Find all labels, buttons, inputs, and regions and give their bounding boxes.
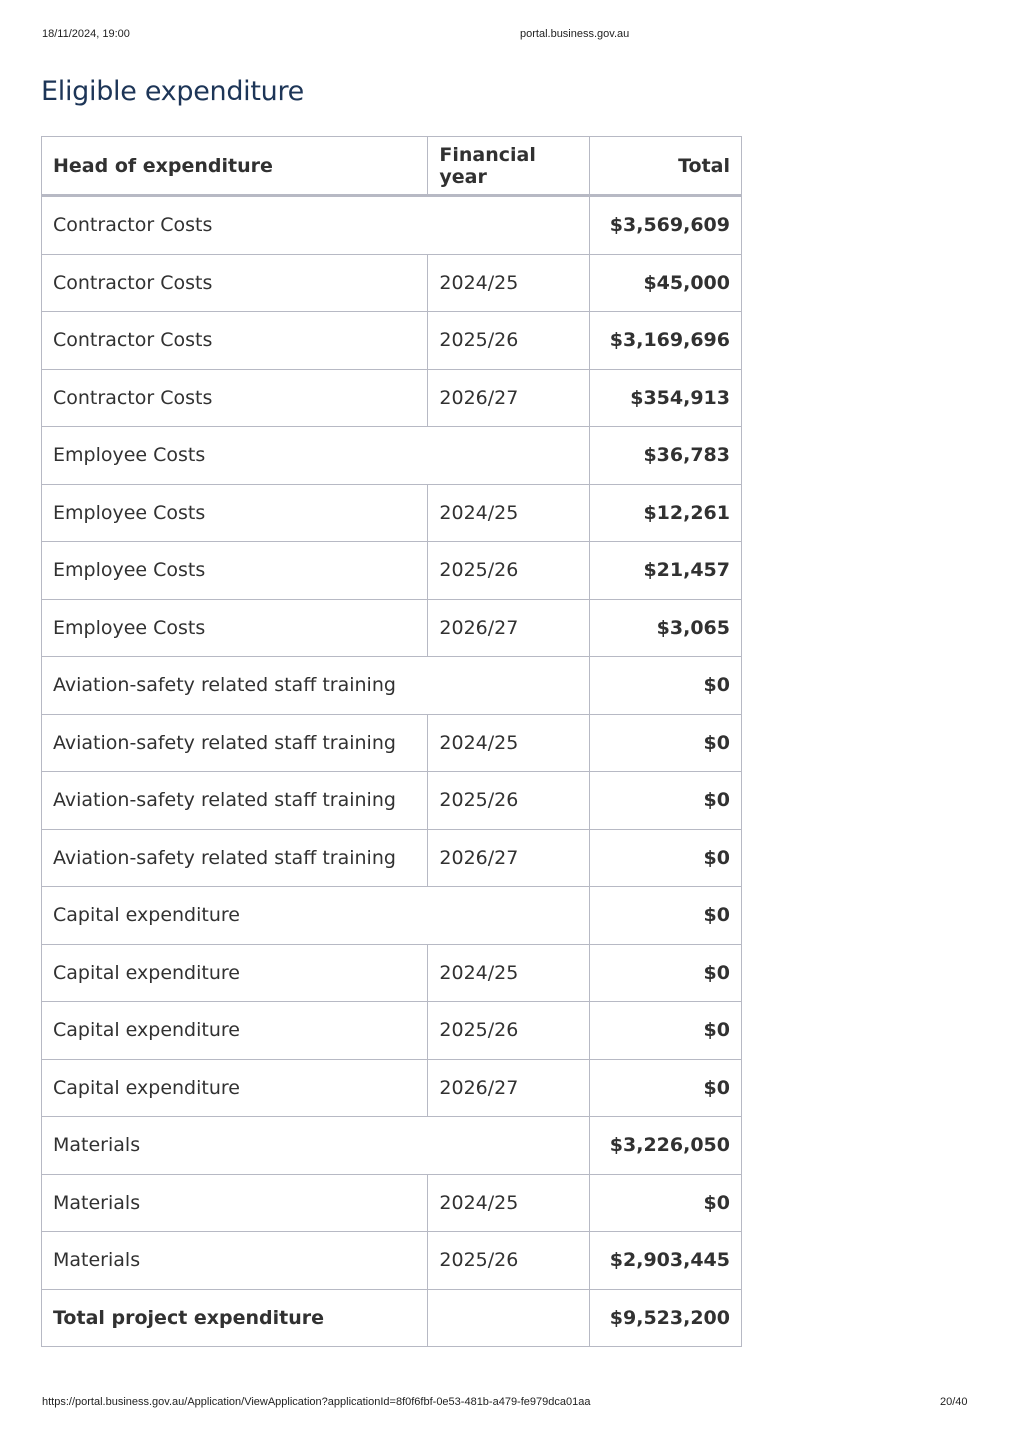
table-row bbox=[42, 772, 742, 830]
row-total: $3,226,050 bbox=[590, 1117, 742, 1175]
row-head-of-expenditure: Materials bbox=[42, 1232, 428, 1290]
print-page-url: https://portal.business.gov.au/Application/ViewApplication?applicationId=8f0f6fbf-0e53-481b-a479-fe979dca01aa bbox=[42, 1396, 591, 1408]
row-total: $0 bbox=[590, 772, 742, 830]
table-row-subtotal bbox=[42, 1117, 742, 1175]
row-head-of-expenditure: Employee Costs bbox=[42, 542, 428, 600]
row-head-of-expenditure: Employee Costs bbox=[42, 484, 428, 542]
row-head-of-expenditure: Contractor Costs bbox=[42, 369, 428, 427]
print-footer bbox=[0, 1396, 1012, 1410]
row-head-of-expenditure: Aviation-safety related staff training bbox=[42, 772, 428, 830]
row-financial-year: 2025/26 bbox=[428, 1002, 590, 1060]
row-financial-year: 2024/25 bbox=[428, 254, 590, 312]
table-row bbox=[42, 484, 742, 542]
row-total: $36,783 bbox=[590, 427, 742, 485]
table-row-subtotal bbox=[42, 196, 742, 255]
row-head-of-expenditure: Aviation-safety related staff training bbox=[42, 829, 428, 887]
table-row bbox=[42, 829, 742, 887]
row-head-of-expenditure: Contractor Costs bbox=[42, 254, 428, 312]
row-financial-year: 2024/25 bbox=[428, 1174, 590, 1232]
row-financial-year: 2025/26 bbox=[428, 542, 590, 600]
row-total: $0 bbox=[590, 944, 742, 1002]
row-head-of-expenditure: Materials bbox=[42, 1117, 590, 1175]
row-total: $12,261 bbox=[590, 484, 742, 542]
row-financial-year: 2024/25 bbox=[428, 484, 590, 542]
table-header-row bbox=[42, 137, 742, 196]
row-head-of-expenditure: Capital expenditure bbox=[42, 1059, 428, 1117]
print-site-domain: portal.business.gov.au bbox=[520, 28, 630, 40]
page-title: Eligible expenditure bbox=[41, 76, 304, 107]
row-total: $0 bbox=[590, 714, 742, 772]
row-total: $0 bbox=[590, 1059, 742, 1117]
row-financial-year: 2025/26 bbox=[428, 312, 590, 370]
row-total: $3,169,696 bbox=[590, 312, 742, 370]
row-financial-year: 2024/25 bbox=[428, 944, 590, 1002]
grand-total-financial-year bbox=[428, 1289, 590, 1347]
print-datetime: 18/11/2024, 19:00 bbox=[42, 28, 130, 40]
row-head-of-expenditure: Materials bbox=[42, 1174, 428, 1232]
column-header-total: Total bbox=[590, 137, 742, 196]
table-row bbox=[42, 599, 742, 657]
row-total: $0 bbox=[590, 887, 742, 945]
table-row bbox=[42, 1232, 742, 1290]
row-total: $0 bbox=[590, 1174, 742, 1232]
table-row bbox=[42, 1002, 742, 1060]
table-row bbox=[42, 369, 742, 427]
table-row bbox=[42, 944, 742, 1002]
row-head-of-expenditure: Aviation-safety related staff training bbox=[42, 714, 428, 772]
row-head-of-expenditure: Contractor Costs bbox=[42, 312, 428, 370]
row-total: $0 bbox=[590, 1002, 742, 1060]
grand-total-amount: $9,523,200 bbox=[590, 1289, 742, 1347]
row-financial-year: 2025/26 bbox=[428, 772, 590, 830]
row-financial-year: 2026/27 bbox=[428, 1059, 590, 1117]
row-financial-year: 2026/27 bbox=[428, 369, 590, 427]
row-total: $45,000 bbox=[590, 254, 742, 312]
table-row bbox=[42, 254, 742, 312]
print-page-number: 20/40 bbox=[940, 1396, 968, 1408]
row-total: $21,457 bbox=[590, 542, 742, 600]
row-total: $3,569,609 bbox=[590, 196, 742, 255]
row-financial-year: 2024/25 bbox=[428, 714, 590, 772]
table-row bbox=[42, 1059, 742, 1117]
row-financial-year: 2025/26 bbox=[428, 1232, 590, 1290]
row-total: $2,903,445 bbox=[590, 1232, 742, 1290]
row-head-of-expenditure: Capital expenditure bbox=[42, 944, 428, 1002]
table-row bbox=[42, 714, 742, 772]
table-row bbox=[42, 1174, 742, 1232]
table-row bbox=[42, 312, 742, 370]
eligible-expenditure-table bbox=[41, 136, 742, 1347]
row-total: $0 bbox=[590, 829, 742, 887]
table-row-subtotal bbox=[42, 887, 742, 945]
row-head-of-expenditure: Capital expenditure bbox=[42, 887, 590, 945]
row-head-of-expenditure: Employee Costs bbox=[42, 427, 590, 485]
row-total: $0 bbox=[590, 657, 742, 715]
print-header bbox=[0, 28, 1012, 42]
row-financial-year: 2026/27 bbox=[428, 829, 590, 887]
row-head-of-expenditure: Capital expenditure bbox=[42, 1002, 428, 1060]
column-header-financial-year: Financial year bbox=[428, 137, 590, 196]
row-total: $3,065 bbox=[590, 599, 742, 657]
row-head-of-expenditure: Contractor Costs bbox=[42, 196, 590, 255]
table-row-grand-total bbox=[42, 1289, 742, 1347]
grand-total-label: Total project expenditure bbox=[42, 1289, 428, 1347]
table-row-subtotal bbox=[42, 427, 742, 485]
table-row-subtotal bbox=[42, 657, 742, 715]
row-total: $354,913 bbox=[590, 369, 742, 427]
row-head-of-expenditure: Aviation-safety related staff training bbox=[42, 657, 590, 715]
row-head-of-expenditure: Employee Costs bbox=[42, 599, 428, 657]
column-header-head-of-expenditure: Head of expenditure bbox=[42, 137, 428, 196]
row-financial-year: 2026/27 bbox=[428, 599, 590, 657]
table-row bbox=[42, 542, 742, 600]
